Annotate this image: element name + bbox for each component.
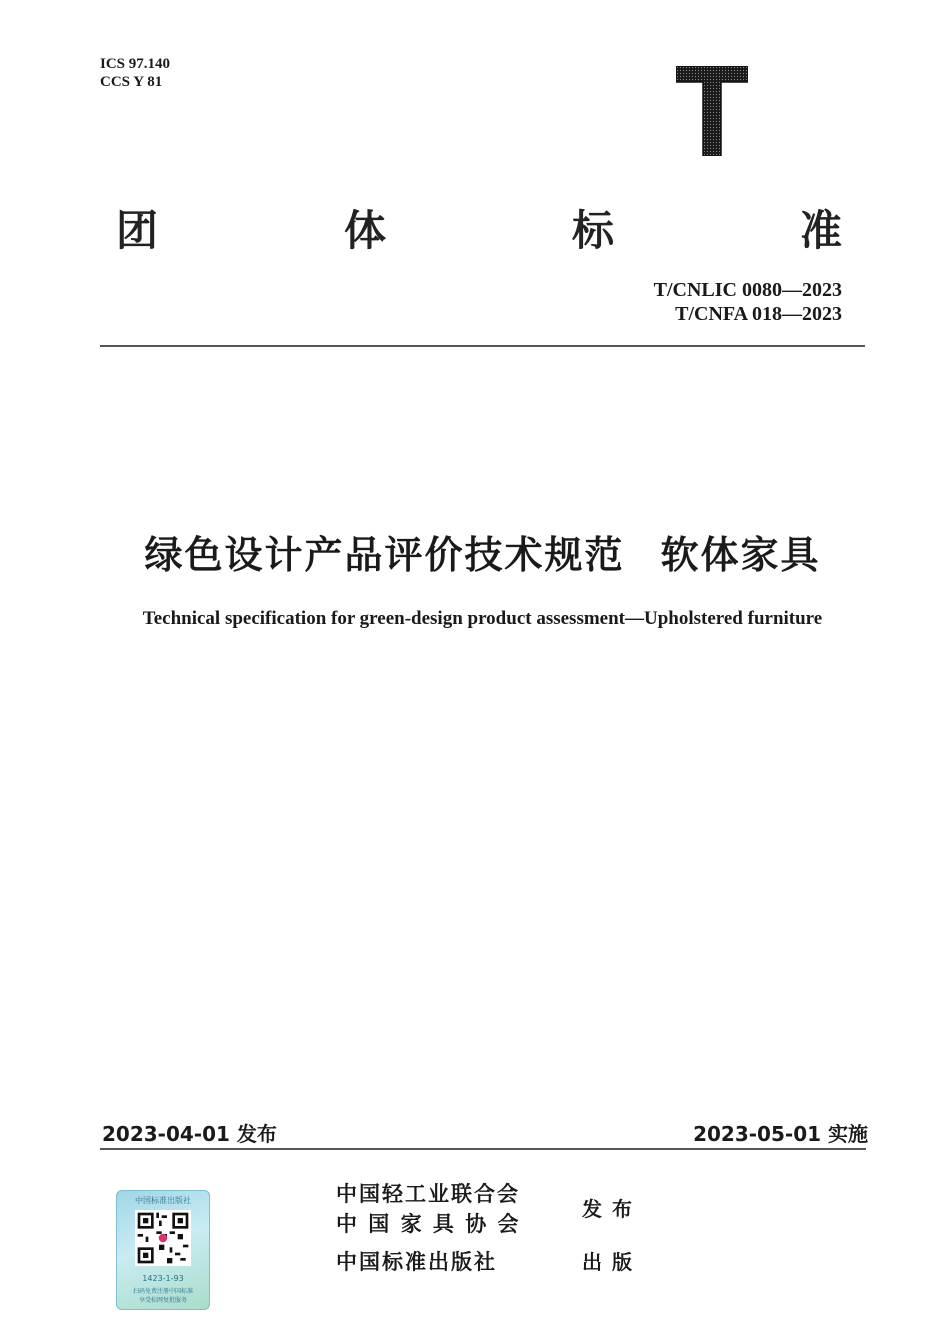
implement-date: 2023-05-01 实施	[693, 1122, 868, 1146]
ics-code: ICS 97.140	[100, 56, 171, 72]
publisher-org-3: 中国标准出版社	[336, 1250, 497, 1274]
anti-counterfeit-sticker	[116, 1190, 210, 1310]
doctype-char-3: 标	[572, 206, 615, 255]
title-english: Technical specification for green-design product assessment—Upholstered furniture	[142, 608, 823, 629]
standard-number-1: T/CNLIC 0080—2023	[653, 279, 842, 301]
doctype-char-2: 体	[344, 206, 387, 255]
ccs-code: CCS Y 81	[100, 74, 163, 90]
publisher-role-print: 出版	[582, 1250, 642, 1274]
publish-date: 2023-04-01 发布	[102, 1122, 277, 1146]
publisher-org-1: 中国轻工业联合会	[336, 1182, 520, 1206]
publisher-role-publish: 发布	[582, 1197, 642, 1221]
title-chinese-sub: 软体家具	[660, 533, 821, 577]
standard-type-logo	[676, 66, 748, 156]
classification-codes	[100, 55, 170, 91]
standard-number-2: T/CNFA 018—2023	[675, 303, 842, 325]
sticker-label: 中国标准出版社	[135, 1196, 191, 1205]
doctype-char-1: 团	[116, 206, 159, 255]
footer-divider	[100, 1148, 866, 1150]
sticker-serial: 1423-1-93	[142, 1274, 184, 1283]
publisher-org-2: 中 国 家 具 协 会	[336, 1212, 521, 1236]
qr-code-icon	[135, 1210, 191, 1266]
standard-numbers	[654, 278, 842, 326]
sticker-line-1: 扫码免费注册中国标准	[132, 1288, 193, 1295]
title-chinese	[100, 524, 865, 579]
doctype-char-4: 准	[800, 206, 843, 255]
sticker-line-2: 享受标网复批服务	[138, 1297, 187, 1304]
header-divider	[100, 345, 865, 347]
title-chinese-main: 绿色设计产品评价技术规范	[144, 533, 625, 577]
